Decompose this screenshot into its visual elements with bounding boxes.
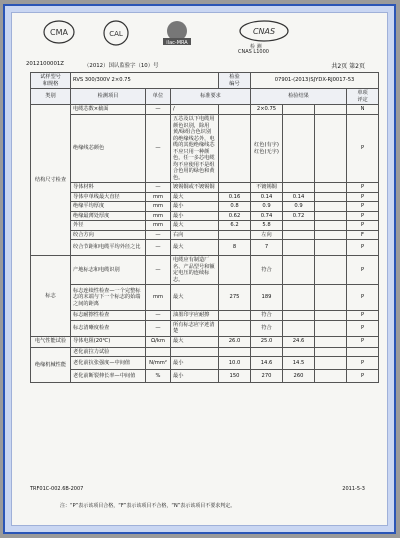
item-cell: 老化前拉力试验 [71, 347, 146, 357]
ilac-mra-logo [160, 19, 194, 47]
table-row [31, 115, 379, 183]
verdict-cell: P [347, 320, 379, 336]
table-row [31, 347, 379, 357]
result-cell-1: 2×0.75 [251, 105, 283, 115]
table-row [31, 105, 379, 115]
ilac-mra-logo-text: ilac-MRA [166, 40, 188, 46]
unit-cell: — [146, 240, 171, 256]
unit-cell: — [146, 115, 171, 183]
result-cell-2 [283, 105, 315, 115]
category-cell: 绝缘机械性能 [31, 347, 71, 383]
item-cell: 标志清晰度检查 [71, 320, 146, 336]
verdict-legend: 注：“P”表示该项目合格，“F”表示该项目不合格，“N”表示该项目不要求判定。 [60, 503, 236, 509]
report-page [11, 12, 388, 526]
result-cell-1: 0.9 [251, 202, 283, 212]
requirement-cell: 最小 [171, 202, 219, 212]
item-cell: 标志耐擦性检查 [71, 311, 146, 321]
table-row [31, 211, 379, 221]
result-cell-2 [283, 221, 315, 231]
requirement-cell: 最小 [171, 357, 219, 370]
result-cell-2: 24.6 [283, 336, 315, 347]
page-info [331, 61, 365, 70]
requirement-cell: 最小 [171, 211, 219, 221]
requirement-value-cell [219, 183, 251, 193]
verdict-cell: P [347, 202, 379, 212]
page-total: 共2页 [331, 63, 348, 70]
result-cell-3 [315, 221, 347, 231]
result-cell-1: 0.74 [251, 211, 283, 221]
result-cell-1: 5.8 [251, 221, 283, 231]
verdict-cell: P [347, 183, 379, 193]
verdict-cell [347, 347, 379, 357]
item-cell: 电缆芯数×截面 [71, 105, 146, 115]
result-cell-2 [283, 115, 315, 183]
table-row [31, 320, 379, 336]
result-cell-2: 0.72 [283, 211, 315, 221]
form-number: TRF01C-002.6B-2007 [30, 486, 84, 492]
requirement-cell: 五芯及以下电缆用颜色识别，除用黄/绿组合色识别的绝缘线芯外，电缆的其他绝缘线芯不应只用一种颜色，任一多芯电缆均不应使用不是组合色用的绿色和黄色。 [171, 115, 219, 183]
result-cell-3 [315, 105, 347, 115]
requirement-value-cell [219, 230, 251, 240]
requirement-value-cell: 0.62 [219, 211, 251, 221]
col-requirement: 标准要求 [171, 89, 251, 105]
requirement-value-cell: 10.0 [219, 357, 251, 370]
unit-cell: — [146, 230, 171, 240]
requirement-value-cell: 8 [219, 240, 251, 256]
result-cell-1: 14.6 [251, 357, 283, 370]
table-row [31, 183, 379, 193]
result-cell-3 [315, 347, 347, 357]
requirement-value-cell [219, 256, 251, 285]
result-cell-3 [315, 336, 347, 347]
col-category: 类别 [31, 89, 71, 105]
result-cell-1 [251, 347, 283, 357]
result-cell-3 [315, 211, 347, 221]
result-cell-2: 260 [283, 370, 315, 383]
item-cell: 绝缘最薄处厚度 [71, 211, 146, 221]
requirement-cell: 最大 [171, 221, 219, 231]
col-verdict: 单项 评定 [347, 89, 379, 105]
verdict-cell: P [347, 256, 379, 285]
verdict-cell: N [347, 105, 379, 115]
verdict-cell: P [347, 240, 379, 256]
table-row [31, 192, 379, 202]
item-cell: 导体电阻(20℃) [71, 336, 146, 347]
unit-cell: mm [146, 221, 171, 231]
requirement-cell: 所有标志应字迹清楚 [171, 320, 219, 336]
table-row [31, 202, 379, 212]
table-row [31, 285, 379, 311]
table-row [31, 336, 379, 347]
verdict-cell: P [347, 211, 379, 221]
requirement-cell: 右向 [171, 230, 219, 240]
cma-logo-text: CMA [50, 28, 68, 37]
cnas-logo-text: CNAS [252, 27, 276, 36]
cma-logo [42, 19, 76, 45]
col-result: 检验结果 [251, 89, 347, 105]
result-cell-3 [315, 115, 347, 183]
result-cell-2 [283, 183, 315, 193]
requirement-value-cell [219, 347, 251, 357]
requirement-cell: 电缆应有制造厂名、产品型号和额定电压的连续标志。 [171, 256, 219, 285]
result-cell-3 [315, 240, 347, 256]
sample-number: 07901-(2013)SJYDX-RJ0017-53 [251, 73, 379, 89]
unit-cell: — [146, 320, 171, 336]
result-cell-1: 符合 [251, 320, 283, 336]
logo-strip [36, 19, 376, 49]
cal-logo-text: CAL [109, 30, 123, 38]
test-report-table [30, 72, 379, 383]
requirement-value-cell: 275 [219, 285, 251, 311]
result-cell-1: 左向 [251, 230, 283, 240]
unit-cell: mm [146, 285, 171, 311]
result-cell-3 [315, 202, 347, 212]
item-cell: 导体中单线最大直径 [71, 192, 146, 202]
requirement-cell: 最大 [171, 192, 219, 202]
result-cell-2: 14.5 [283, 357, 315, 370]
item-cell: 产地标志和电缆识别 [71, 256, 146, 285]
result-cell-2: 0.9 [283, 202, 315, 212]
unit-cell: % [146, 370, 171, 383]
result-cell-1: 270 [251, 370, 283, 383]
result-cell-1: 189 [251, 285, 283, 311]
requirement-cell: 最大 [171, 285, 219, 311]
requirement-value-cell: 6.2 [219, 221, 251, 231]
verdict-cell: P [347, 336, 379, 347]
result-cell-3 [315, 370, 347, 383]
requirement-value-cell: 26.0 [219, 336, 251, 347]
requirement-value-cell: 0.8 [219, 202, 251, 212]
requirement-value-cell: 150 [219, 370, 251, 383]
result-cell-1: 7 [251, 240, 283, 256]
unit-cell: N/mm² [146, 357, 171, 370]
result-cell-3 [315, 285, 347, 311]
unit-cell: — [146, 256, 171, 285]
unit-cell: mm [146, 202, 171, 212]
report-number: 2012100001Z [26, 61, 64, 67]
result-cell-1: 0.14 [251, 192, 283, 202]
sample-model: RVS 300/300V 2×0.75 [71, 73, 219, 89]
table-row [31, 256, 379, 285]
result-cell-1: 符合 [251, 311, 283, 321]
unit-cell: — [146, 183, 171, 193]
cnas-logo [238, 19, 290, 45]
verdict-cell: P [347, 221, 379, 231]
category-cell: 标志 [31, 256, 71, 337]
cal-logo [100, 19, 132, 47]
requirement-cell: / [171, 105, 219, 115]
unit-cell: mm [146, 192, 171, 202]
page-current: 第2页 [349, 63, 365, 70]
unit-cell: Ω/km [146, 336, 171, 347]
cnas-caption: 检 测 [250, 44, 262, 50]
result-cell-2 [283, 285, 315, 311]
cnas-accreditation-code: CNAS L1000 [238, 49, 269, 55]
requirement-cell: 镀锡铜或不镀锡铜 [171, 183, 219, 193]
result-cell-1: 不镀锡铜 [251, 183, 283, 193]
category-cell: 结构尺寸检查 [31, 105, 71, 256]
requirement-value-cell: 0.16 [219, 192, 251, 202]
item-cell: 绞合节距和电缆平均外径之比 [71, 240, 146, 256]
verdict-cell: P [347, 115, 379, 183]
verdict-cell: P [347, 192, 379, 202]
item-cell: 老化前断裂伸长率—中间值 [71, 370, 146, 383]
unit-cell [146, 347, 171, 357]
column-header-row [31, 89, 379, 105]
result-cell-1: 符合 [251, 256, 283, 285]
result-cell-3 [315, 256, 347, 285]
result-cell-1: 红色(有字) 红色(无字) [251, 115, 283, 183]
result-cell-3 [315, 357, 347, 370]
requirement-cell: 最大 [171, 240, 219, 256]
requirement-cell [171, 347, 219, 357]
item-cell: 导体材料 [71, 183, 146, 193]
result-cell-1: 25.0 [251, 336, 283, 347]
table-row [31, 357, 379, 370]
col-unit: 单位 [146, 89, 171, 105]
requirement-value-cell [219, 105, 251, 115]
result-cell-3 [315, 183, 347, 193]
table-row [31, 240, 379, 256]
requirement-value-cell [219, 115, 251, 183]
requirement-cell: 最小 [171, 370, 219, 383]
requirement-cell: 最大 [171, 336, 219, 347]
result-cell-3 [315, 311, 347, 321]
certificate-number: （2012）国认监验字（10）号 [84, 63, 159, 69]
requirement-value-cell [219, 311, 251, 321]
item-cell: 绞合方向 [71, 230, 146, 240]
result-cell-2 [283, 230, 315, 240]
issue-date: 2011-5-3 [342, 486, 365, 492]
verdict-cell: P [347, 311, 379, 321]
unit-cell: — [146, 311, 171, 321]
table-row [31, 221, 379, 231]
item-cell: 绝缘线芯颜色 [71, 115, 146, 183]
col-item: 检测项目 [71, 89, 146, 105]
verdict-cell: P [347, 357, 379, 370]
unit-cell: mm [146, 211, 171, 221]
unit-cell: — [146, 105, 171, 115]
result-cell-3 [315, 320, 347, 336]
item-cell: 标志连续性检查—一个完整标志的末端与下一个标志的始端之间的距离 [71, 285, 146, 311]
verdict-cell: P [347, 285, 379, 311]
result-cell-2 [283, 347, 315, 357]
item-cell: 老化前抗张强度—中间值 [71, 357, 146, 370]
sample-label: 试样型号 和规格 [31, 73, 71, 89]
certificate-border [3, 4, 396, 534]
table-row [31, 311, 379, 321]
result-cell-2 [283, 256, 315, 285]
requirement-cell: 油墨印字应耐擦 [171, 311, 219, 321]
result-cell-2 [283, 240, 315, 256]
requirement-value-cell [219, 320, 251, 336]
sample-row [31, 73, 379, 89]
item-cell: 绝缘平均厚度 [71, 202, 146, 212]
table-row [31, 370, 379, 383]
result-cell-3 [315, 192, 347, 202]
result-cell-2 [283, 311, 315, 321]
category-cell: 电气性能试验 [31, 336, 71, 347]
verdict-cell: F [347, 230, 379, 240]
result-cell-2 [283, 320, 315, 336]
item-cell: 外径 [71, 221, 146, 231]
result-cell-2: 0.14 [283, 192, 315, 202]
table-row [31, 230, 379, 240]
verdict-cell: P [347, 370, 379, 383]
result-cell-3 [315, 230, 347, 240]
sample-number-label: 检验 编号 [219, 73, 251, 89]
